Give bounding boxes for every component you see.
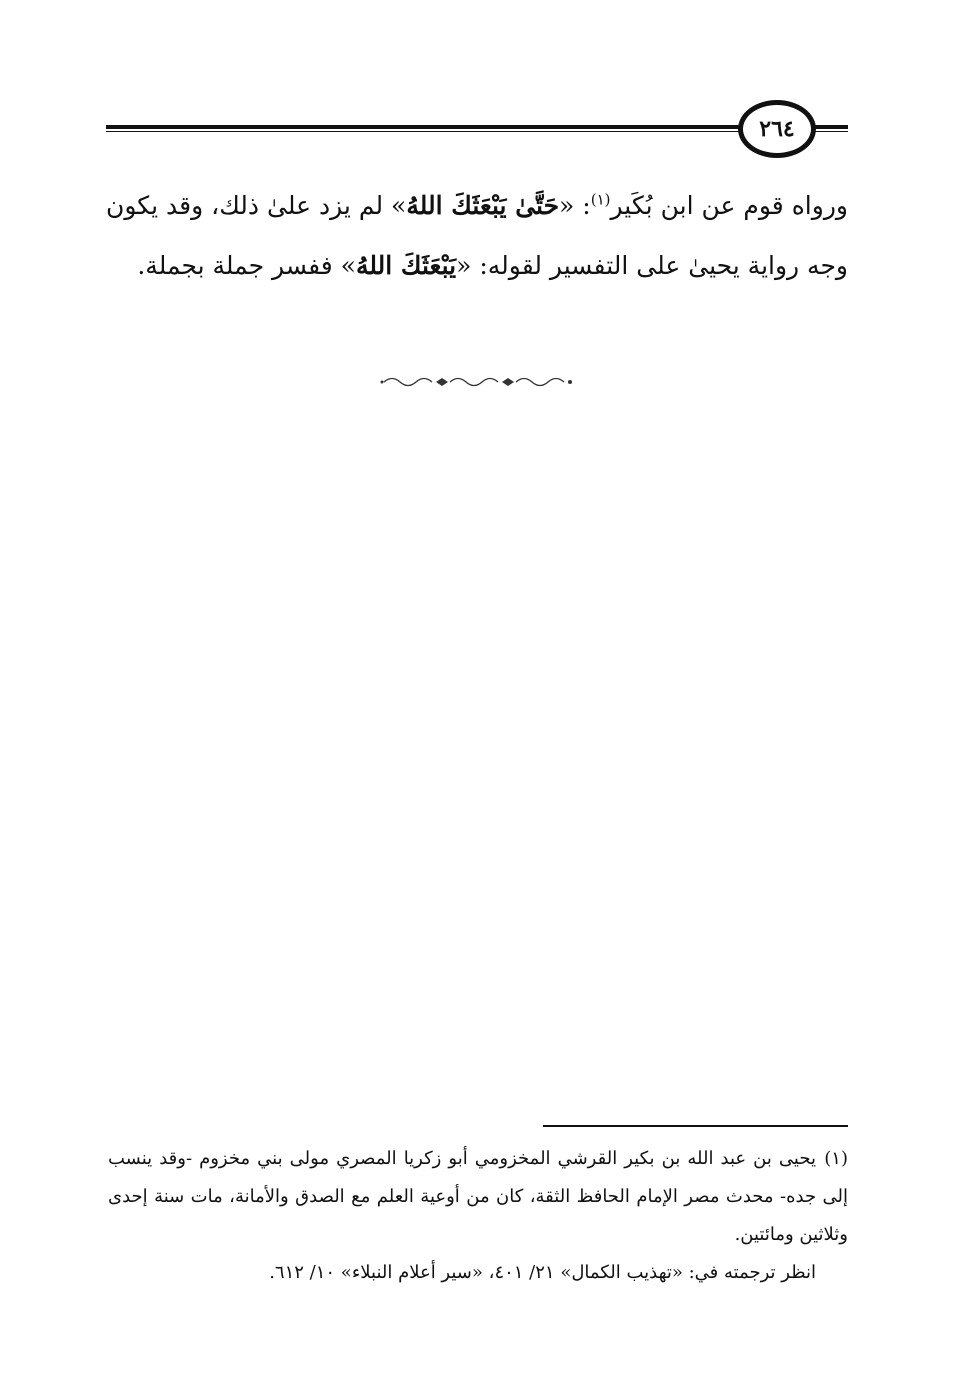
footnote-separator — [543, 1125, 848, 1127]
ornament-icon — [380, 372, 575, 392]
section-divider-ornament — [380, 372, 575, 392]
body-line1-mid: : « — [559, 191, 591, 220]
header-rule — [106, 121, 848, 135]
body-paragraph — [106, 176, 848, 296]
body-text — [106, 176, 848, 296]
header-rule-thick — [106, 125, 848, 129]
quote-hadith-2: يَبْعَثَكَ اللهُ — [355, 251, 457, 280]
body-line1-post: » لم يزد علىٰ ذلك، — [211, 191, 407, 220]
footnote-item — [108, 1140, 848, 1254]
footnote-reference: انظر ترجمته في: «تهذيب الكمال» ٢١/ ٤٠١، «سير أعلام النبلاء» ١٠/ ٦١٢. — [269, 1262, 816, 1283]
footnote-ref[interactable]: (١) — [590, 190, 611, 209]
header-rule-thin — [106, 131, 848, 132]
body-line1-pre: ورواه قوم عن ابن بُكَير — [610, 191, 848, 220]
page-number-badge — [738, 100, 816, 158]
body-line2-post: » ففسر جملة — [212, 251, 356, 280]
footnote-text: يحيى بن عبد الله بن بكير القرشي المخزومي أبو زكريا المصري مولى بني مخزوم -وقد ينسب إلى جده- محدث مصر الإمام الحافظ الثقة، كان من أوعية العلم مع الصدق والأمانة، مات سنة إحدى وثلاثين ومائتين. — [108, 1148, 848, 1245]
footnotes — [108, 1140, 848, 1292]
quote-hadith-1: حَتَّىٰ يَبْعَثَكَ اللهُ — [406, 191, 560, 220]
footnote-number: (١) — [824, 1148, 848, 1169]
body-line2-pre: وقد يكون وجه رواية يحيىٰ على التفسير لقوله: « — [106, 191, 848, 280]
body-line3: بجملة. — [137, 251, 205, 280]
page-number: ٢٦٤ — [759, 116, 795, 142]
